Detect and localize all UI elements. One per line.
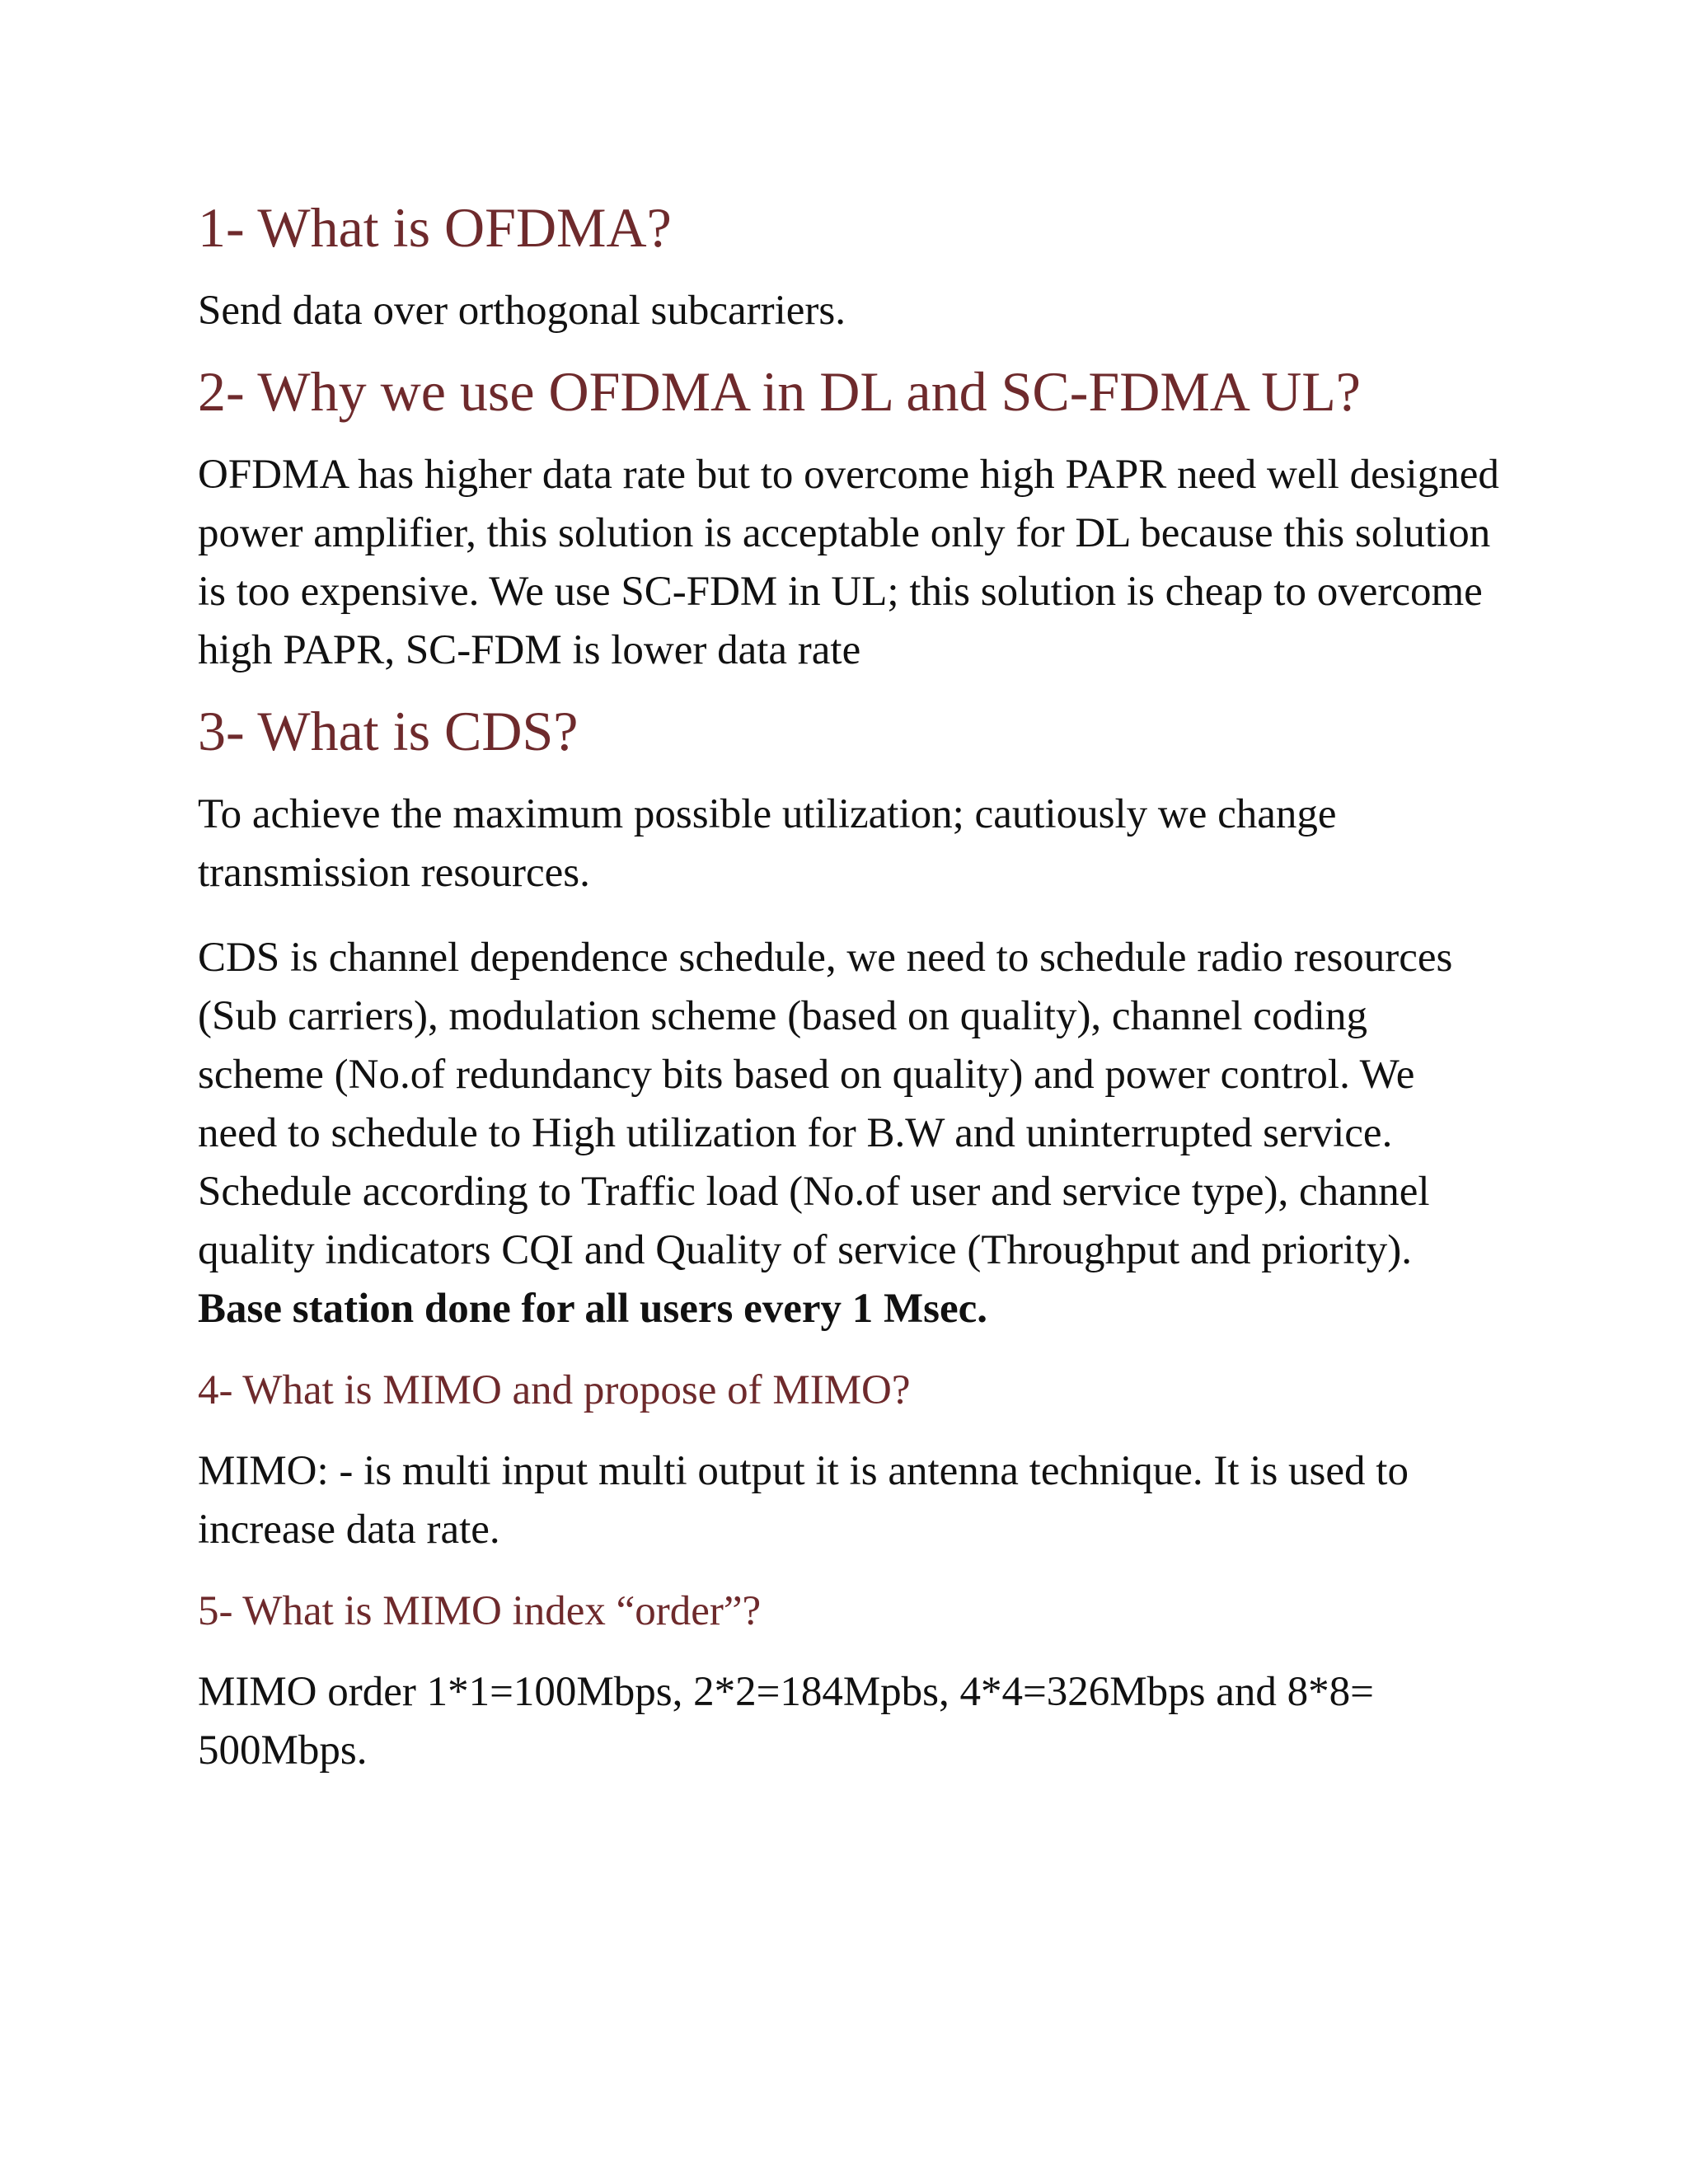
heading-q2: 2- Why we use OFDMA in DL and SC-FDMA UL? (198, 360, 1361, 423)
heading-q5: 5- What is MIMO index “order”? (198, 1588, 762, 1634)
heading-q1: 1- What is OFDMA? (198, 196, 672, 259)
answer-q4: MIMO: - is multi input multi output it is antenna technique. It is used to increase data rate. (198, 1448, 1409, 1553)
answer-q2: OFDMA has higher data rate but to overcome high PAPR need well designed power amplifier, this solution is acceptable only for DL because this solution is too expensive. We use SC-FDM in UL; this solution is cheap to overcome high PAPR, SC-FDM is lower data rate (198, 452, 1499, 673)
document-page (198, 194, 1500, 1780)
answer-q5: MIMO order 1*1=100Mbps, 2*2=184Mpbs, 4*4=326Mbps and 8*8= 500Mbps. (198, 1669, 1374, 1774)
heading-q3: 3- What is CDS? (198, 700, 579, 762)
answer-q3-bold: Base station done for all users every 1 Msec. (198, 1286, 987, 1332)
answer-q3-part2 (198, 929, 1500, 1338)
answer-q1: Send data over orthogonal subcarriers. (198, 288, 846, 334)
answer-q3-part1: To achieve the maximum possible utilization; cautiously we change transmission resources. (198, 791, 1337, 896)
answer-q3-text: CDS is channel dependence schedule, we need to schedule radio resources (Sub carriers), modulation scheme (based on quality), channel coding scheme (No.of redundancy bits based on quality) and power control. We need to schedule to High utilization for B.W and uninterrupted service. Schedule according to Traffic load (No.of user and service type), channel quality indicators CQI and Quality of service (Throughput and priority). (198, 935, 1453, 1273)
heading-q4: 4- What is MIMO and propose of MIMO? (198, 1367, 911, 1413)
